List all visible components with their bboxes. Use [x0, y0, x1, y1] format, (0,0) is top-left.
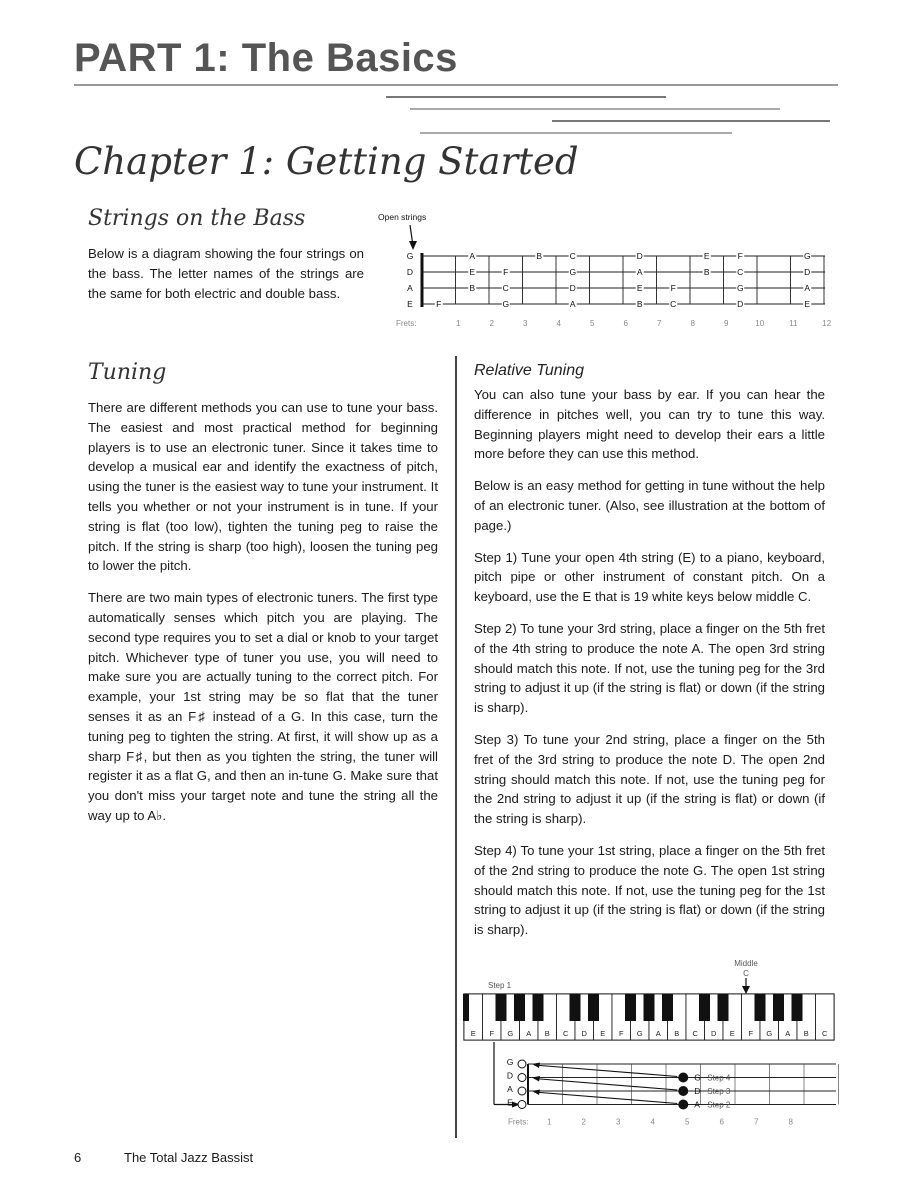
key-label: F: [618, 1029, 624, 1038]
step-4-text: Step 4) To tune your 1st string, place a finger on the 5th fret of the 2nd string to produce the note G. The open 1st string should match this note. If not, use the tuning peg for the 1st string to adjust it up (if the string is flat) or down (if the string is sharp).: [474, 842, 825, 938]
note-label: A: [804, 283, 811, 293]
black-key: [718, 994, 729, 1021]
note-label: D: [569, 283, 576, 293]
fret-number: 5: [590, 319, 595, 328]
tuning-body: [88, 398, 438, 838]
tuning-arrow: [534, 1065, 677, 1077]
key-label: C: [563, 1029, 569, 1038]
open-string-circle: [518, 1087, 526, 1095]
note-label: E: [469, 267, 476, 277]
tuning-heading: Tuning: [88, 360, 167, 385]
string-name: A: [407, 283, 413, 293]
key-label: A: [526, 1029, 532, 1038]
black-key: [588, 994, 599, 1021]
book-title: The Total Jazz Bassist: [124, 1150, 254, 1165]
open-string-name: E: [507, 1097, 513, 1108]
fret-number: 4: [650, 1117, 655, 1127]
middle-c-label: Middle: [734, 959, 758, 968]
tuning-illustration: [460, 952, 840, 1144]
note-label: D: [636, 251, 643, 261]
key-label: D: [581, 1029, 587, 1038]
key-label: F: [489, 1029, 495, 1038]
key-label: B: [544, 1029, 550, 1038]
key-label: D: [711, 1029, 717, 1038]
fret-number: 8: [690, 319, 695, 328]
black-key: [625, 994, 636, 1021]
black-key: [755, 994, 766, 1021]
tuning-fretboard: [494, 1042, 839, 1127]
fret-number: 12: [822, 319, 832, 328]
black-key: [514, 994, 525, 1021]
key-label: E: [470, 1029, 476, 1038]
fret-number: 1: [456, 319, 461, 328]
relative-tuning-heading: Relative Tuning: [474, 362, 584, 379]
key-label: B: [803, 1029, 809, 1038]
black-key: [496, 994, 507, 1021]
fret-number: 7: [657, 319, 662, 328]
arrow-head: [742, 986, 750, 994]
key-label: A: [785, 1029, 791, 1038]
fret-number: 5: [685, 1117, 690, 1127]
black-key: [773, 994, 784, 1021]
fret-number: 7: [754, 1117, 759, 1127]
relative-paragraph-1: You can also tune your bass by ear. If you can hear the difference in pitches well, you can try to tune this way. Beginning players might need to develop their ears a little more before they can use this method.: [474, 387, 825, 462]
note-label: F: [503, 267, 509, 277]
fret-number: 3: [523, 319, 528, 328]
fret-number: 9: [724, 319, 729, 328]
black-key: [533, 994, 544, 1021]
key-label: C: [692, 1029, 698, 1038]
fret-number: 6: [719, 1117, 724, 1127]
step-1-text: Step 1) Tune your open 4th string (E) to a piano, keyboard, pitch pipe or other instrument of constant pitch. On a keyboard, use the E that is 19 white keys below middle C.: [474, 549, 825, 605]
strings-intro: [88, 244, 364, 315]
fret-number: 4: [556, 319, 561, 328]
note-label: G: [569, 267, 577, 277]
arrow-head: [409, 241, 417, 250]
black-key: [644, 994, 655, 1021]
decorative-line: [552, 120, 830, 122]
decorative-line: [420, 132, 732, 134]
string-name: G: [406, 251, 414, 261]
note-label: B: [636, 299, 643, 309]
middle-c-note: C: [743, 969, 749, 978]
note-label: B: [536, 251, 543, 261]
open-string-circle: [518, 1074, 526, 1082]
fret-number: 10: [755, 319, 765, 328]
arrow-head: [532, 1090, 540, 1096]
note-label: F: [436, 299, 442, 309]
black-key: [699, 994, 710, 1021]
fret-5-note: G: [694, 1072, 701, 1083]
fret-number: 8: [788, 1117, 793, 1127]
tuning-arrow: [534, 1079, 677, 1091]
key-label: F: [748, 1029, 754, 1038]
black-key: [792, 994, 803, 1021]
arrow-head: [532, 1063, 540, 1069]
step-1-label: Step 1: [488, 981, 512, 990]
fret-number: 11: [789, 319, 798, 328]
note-label: C: [502, 283, 509, 293]
key-label: E: [600, 1029, 606, 1038]
piano-keyboard: [463, 994, 834, 1040]
open-strings-label: Open strings: [378, 212, 427, 222]
fret-5-note: A: [694, 1099, 700, 1110]
key-label: B: [674, 1029, 680, 1038]
strings-intro-text: Below is a diagram showing the four strings on the bass. The letter names of the strings are the same for both electric and double bass.: [88, 246, 364, 301]
tuning-arrow: [534, 1092, 677, 1104]
key-label: G: [636, 1029, 643, 1038]
note-label: G: [502, 299, 510, 309]
open-string-name: G: [506, 1057, 514, 1067]
decorative-line: [386, 96, 666, 98]
string-name: E: [407, 299, 413, 309]
title-rule: [74, 84, 838, 86]
arrow-head: [532, 1076, 540, 1082]
frets-label: Frets:: [508, 1117, 529, 1127]
chapter-title: Chapter 1: Getting Started: [74, 140, 579, 183]
part-title: PART 1: The Basics: [74, 36, 458, 80]
strings-heading: Strings on the Bass: [88, 206, 306, 231]
open-string-circle: [518, 1060, 526, 1068]
frets-label: Frets:: [396, 319, 417, 328]
step-label: Step 2: [707, 1100, 731, 1110]
tuning-paragraph-2: There are two main types of electronic tuners. The first type automatically senses which pitch you are playing. The second type requires you to set a dial or knob to your target pitch. Whichever type of tuner you use, you will need to make sure you are actually tuning to the correct pitch. For example, your 1st string may be so flat that the tuner senses it as an F♯ instead of a G. In this case, turn the tuning peg to tighten the string. At first, it will show up as a sharp F♯, but then as you tighten the string, the tuner will register it as a flat G, and then an in-tune G. Make sure that you don't miss your target note and tune the string all the way up to A♭.: [88, 590, 438, 823]
note-label: D: [737, 299, 744, 309]
note-label: A: [636, 267, 643, 277]
relative-tuning-body: [474, 385, 825, 952]
note-label: E: [804, 299, 811, 309]
note-label: B: [469, 283, 476, 293]
decorative-line: [410, 108, 780, 110]
note-label: B: [703, 267, 710, 277]
tuning-paragraph-1: There are different methods you can use to tune your bass. The easiest and most practical method for beginning players is to use an electronic tuner. Since it takes time to develop a musical ear and identify the exactness of pitch, using the tuner is the easiest way to tune your instrument. It tells you whether or not your instrument is in tune. If your string is flat (too low), tighten the tuning peg to raise the pitch. If the string is sharp (too high), loosen the tuning peg to lower the pitch.: [88, 400, 438, 574]
note-label: F: [737, 251, 743, 261]
note-label: A: [469, 251, 476, 261]
note-label: D: [804, 267, 811, 277]
note-label: G: [736, 283, 744, 293]
note-label: C: [737, 267, 744, 277]
step-label: Step 4: [707, 1073, 731, 1083]
fret-number: 1: [547, 1117, 552, 1127]
note-label: E: [636, 283, 643, 293]
open-string-name: D: [506, 1070, 514, 1081]
note-label: G: [803, 251, 811, 261]
key-label: A: [655, 1029, 661, 1038]
step-2-text: Step 2) To tune your 3rd string, place a finger on the 5th fret of the 4th string to produce the note A. The open 3rd string should match this note. If not, use the tuning peg for the 3rd string to adjust it up (if the string is flat) or down (if the string is sharp).: [474, 620, 825, 716]
fret-5-dot: [678, 1086, 688, 1096]
key-label: E: [729, 1029, 735, 1038]
note-label: F: [670, 283, 676, 293]
key-label: G: [507, 1029, 514, 1038]
page-number: 6: [74, 1150, 82, 1165]
fret-number: 3: [616, 1117, 621, 1127]
fret-5-dot: [678, 1100, 688, 1110]
string-name: D: [406, 267, 414, 277]
fret-5-note: D: [694, 1086, 701, 1096]
note-label: C: [670, 299, 677, 309]
black-key: [463, 994, 469, 1021]
fret-number: 6: [623, 319, 628, 328]
fret-number: 2: [581, 1117, 586, 1127]
note-label: A: [569, 299, 576, 309]
note-label: C: [569, 251, 576, 261]
step-3-text: Step 3) To tune your 2nd string, place a finger on the 5th fret of the 3rd string to produce the note D. The open 2nd string should match this note. If not, use the tuning peg for the 2nd string to adjust it up (if the string is flat) or down (if the string is sharp).: [474, 731, 825, 827]
column-divider: [455, 356, 457, 1138]
string-diagram: [370, 208, 840, 336]
note-label: E: [703, 251, 710, 261]
fret-5-dot: [678, 1073, 688, 1083]
step-label: Step 3: [707, 1087, 731, 1096]
open-string-name: A: [507, 1084, 513, 1094]
key-label: C: [822, 1029, 828, 1038]
black-key: [570, 994, 581, 1021]
relative-paragraph-2: Below is an easy method for getting in tune without the help of an electronic tuner. (Also, see illustration at the bottom of page.): [474, 478, 825, 533]
fret-number: 2: [489, 319, 494, 328]
open-string-circle: [518, 1101, 526, 1109]
key-label: G: [766, 1029, 773, 1038]
black-key: [662, 994, 673, 1021]
